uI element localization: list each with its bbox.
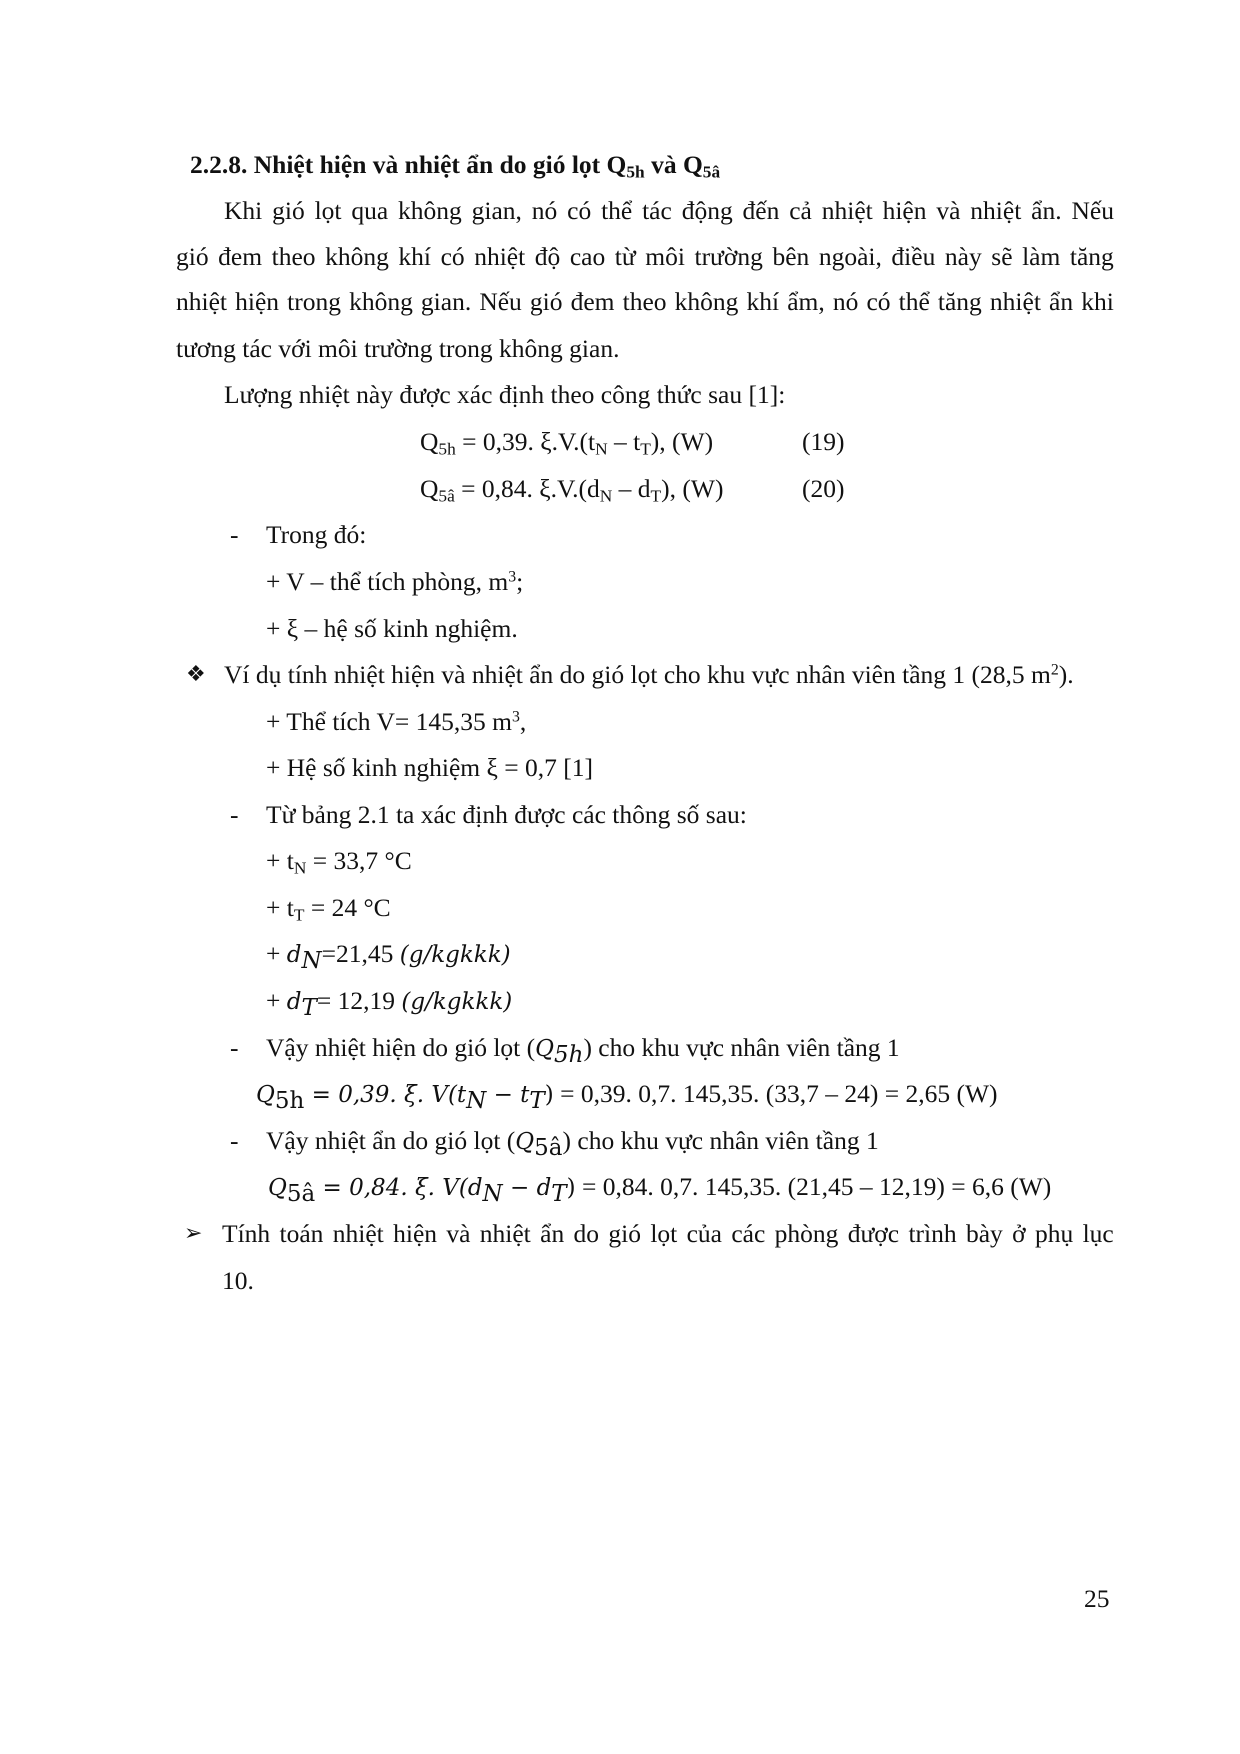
word: lọt xyxy=(650,1219,678,1248)
sensible-eq-sym: = 0,39. ξ. V(t xyxy=(304,1082,467,1108)
word: môi xyxy=(645,242,685,271)
intro-line-4: tương tác với môi trường trong không gian. xyxy=(176,334,620,363)
f20-end: ), (W) xyxy=(661,474,724,503)
sensible-equation xyxy=(256,1077,998,1112)
word: đem xyxy=(218,242,263,271)
sensible-var: Q xyxy=(535,1036,554,1062)
word: không xyxy=(398,196,462,225)
dN-sub: N xyxy=(301,947,322,974)
tT-sub: T xyxy=(293,905,305,925)
sensible-pre: Vậy nhiệt hiện do gió lọt ( xyxy=(266,1033,536,1062)
latent-var: Q xyxy=(515,1129,535,1155)
f19-expr: = 0,39. ξ.V.(t xyxy=(455,427,596,456)
word: hiện xyxy=(235,287,280,316)
sensible-eq-close: ) xyxy=(544,1082,554,1108)
latent-eq-close: ) xyxy=(566,1175,576,1201)
param-dN xyxy=(266,937,511,972)
tT-pre: + t xyxy=(266,893,294,922)
word: qua xyxy=(351,196,389,225)
word: ẩn. xyxy=(1031,196,1062,225)
word: này xyxy=(944,242,982,271)
word: của xyxy=(686,1219,722,1248)
example-title xyxy=(224,658,1074,692)
example-title-text: Ví dụ tính nhiệt hiện và nhiệt ẩn do gió lọt cho khu vực nhân viên tầng 1 (28,5 m xyxy=(224,660,1051,689)
word: ẩn xyxy=(540,1219,565,1248)
diamond-bullet-icon: ❖ xyxy=(186,662,206,687)
volume-text: + Thể tích V= 145,35 m xyxy=(266,707,512,736)
f20-subT: T xyxy=(650,486,662,506)
dN-value: =21,45 xyxy=(321,939,400,968)
word: theo xyxy=(271,242,316,271)
word: được xyxy=(847,1219,900,1248)
word: phụ xyxy=(1034,1219,1074,1248)
param-tT xyxy=(266,891,391,925)
word: các xyxy=(731,1219,766,1248)
word: lọt xyxy=(314,196,342,225)
tN-pre: + t xyxy=(266,846,294,875)
word: đem xyxy=(570,287,615,316)
word: từ xyxy=(614,242,636,271)
sensible-post: ) cho khu vực nhân viên tầng 1 xyxy=(583,1033,900,1062)
f19-q: Q xyxy=(420,427,439,456)
arrow-bullet-icon: ➢ xyxy=(184,1221,203,1246)
word: nhiệt xyxy=(989,287,1041,316)
intro-line-1 xyxy=(224,194,1114,228)
sensible-eq-subT: T xyxy=(529,1087,545,1114)
f20-sub: 5â xyxy=(438,486,455,506)
latent-eq-subN: N xyxy=(482,1180,503,1207)
word: ẩn xyxy=(1049,287,1074,316)
word: hiện xyxy=(882,196,927,225)
where-item-volume xyxy=(266,565,523,599)
word: tăng xyxy=(937,287,982,316)
example-volume xyxy=(266,705,526,739)
word: khí xyxy=(746,287,780,316)
f20-expr: = 0,84. ξ.V.(d xyxy=(454,474,600,503)
word: tăng xyxy=(1069,242,1114,271)
formula-intro: Lượng nhiệt này được xác định theo công thức sau [1]: xyxy=(224,380,786,409)
dT-value: = 12,19 xyxy=(316,986,402,1015)
latent-equation xyxy=(268,1170,1051,1205)
volume-sup: 3 xyxy=(511,708,520,726)
example-title-sup: 2 xyxy=(1050,661,1059,679)
where-item1-post: ; xyxy=(516,567,524,596)
appendix-line-1 xyxy=(222,1217,1114,1251)
sensible-dash: - xyxy=(230,1033,239,1062)
word: động xyxy=(681,196,733,225)
latent-eq-minus: − d xyxy=(502,1175,552,1201)
word: trình xyxy=(908,1219,957,1248)
sensible-eq-subN: N xyxy=(466,1087,487,1114)
f19-end: ), (W) xyxy=(650,427,714,456)
word: ngoài, xyxy=(818,242,882,271)
word: đến xyxy=(742,196,780,225)
where-item-coefficient: + ξ – hệ số kinh nghiệm. xyxy=(266,614,518,643)
latent-sub: 5â xyxy=(534,1134,563,1161)
word: nhiệt xyxy=(176,287,227,316)
word: cả xyxy=(789,196,812,225)
dT-pre: + xyxy=(266,986,287,1015)
word: nhiệt xyxy=(332,1219,384,1248)
latent-eq-lhs: Q xyxy=(268,1175,287,1201)
word: khi xyxy=(1081,287,1114,316)
word: nhiệt xyxy=(479,1219,531,1248)
word: nó xyxy=(832,287,859,316)
word: điều xyxy=(891,242,936,271)
latent-pre: Vậy nhiệt ẩn do gió lọt ( xyxy=(266,1126,516,1155)
where-item1-text: + V – thể tích phòng, m xyxy=(266,567,509,596)
word: không xyxy=(674,287,739,316)
formula-20-number: (20) xyxy=(802,474,845,503)
latent-eq-lhs-sub: 5â xyxy=(286,1180,316,1207)
word: có xyxy=(567,196,592,225)
latent-post: ) cho khu vực nhân viên tầng 1 xyxy=(562,1126,879,1155)
word: phòng xyxy=(774,1219,839,1248)
param-tN xyxy=(266,844,412,878)
f19-sub: 5h xyxy=(438,439,456,459)
dT-sub: T xyxy=(301,994,317,1021)
word: ẩm, xyxy=(787,287,825,316)
word: nhiệt xyxy=(821,196,873,225)
param-dT xyxy=(266,984,512,1019)
word: gió xyxy=(176,242,209,271)
word: gian, xyxy=(471,196,522,225)
word: do xyxy=(573,1219,600,1248)
word: không xyxy=(325,242,389,271)
word: có xyxy=(440,242,465,271)
intro-line-2 xyxy=(176,240,1114,274)
latent-eq-subT: T xyxy=(551,1180,567,1207)
heading-sub-5a: 5â xyxy=(702,162,721,182)
heading-sub-5h: 5h xyxy=(626,162,645,182)
word: nhiệt xyxy=(970,196,1022,225)
latent-label xyxy=(266,1124,879,1159)
word: không xyxy=(349,287,413,316)
word: hiện xyxy=(393,1219,438,1248)
word: sẽ xyxy=(991,242,1013,271)
section-heading xyxy=(190,148,720,182)
where-item1-sup: 3 xyxy=(508,568,517,586)
word: thể xyxy=(898,287,930,316)
word: nhiệt xyxy=(474,242,526,271)
tN-value: = 33,7 °C xyxy=(306,846,412,875)
word: toán xyxy=(279,1219,324,1248)
f19-mid: – t xyxy=(607,427,641,456)
word: gió xyxy=(608,1219,641,1248)
dT-var: d xyxy=(286,989,302,1015)
intro-line-3 xyxy=(176,285,1114,319)
latent-eq-sym: = 0,84. ξ. V(d xyxy=(315,1175,483,1201)
dN-var: d xyxy=(286,942,302,968)
page-number: 25 xyxy=(1084,1584,1110,1613)
word: gió xyxy=(272,196,305,225)
word: Nếu xyxy=(1071,196,1114,225)
latent-eq-numeric: = 0,84. 0,7. 145,35. (21,45 – 12,19) = 6,6 (W) xyxy=(575,1172,1052,1201)
word: gió xyxy=(529,287,563,316)
word: lục xyxy=(1082,1219,1114,1248)
formula-20 xyxy=(420,472,723,506)
f19-subN: N xyxy=(595,439,608,459)
sensible-eq-minus: − t xyxy=(486,1082,530,1108)
table-ref: Từ bảng 2.1 ta xác định được các thông số sau: xyxy=(266,800,747,829)
word: nó xyxy=(531,196,558,225)
example-title-post: ). xyxy=(1058,660,1074,689)
f20-q: Q xyxy=(420,474,439,503)
sensible-eq-numeric: = 0,39. 0,7. 145,35. (33,7 – 24) = 2,65 (W) xyxy=(553,1079,998,1108)
word: và xyxy=(446,1219,471,1248)
formula-19-number: (19) xyxy=(802,427,845,456)
formula-19 xyxy=(420,425,713,459)
word: Khi xyxy=(224,196,263,225)
word: cao xyxy=(569,242,606,271)
word: làm xyxy=(1022,242,1061,271)
tN-sub: N xyxy=(293,858,307,878)
word: trường xyxy=(694,242,763,271)
where-dash: - xyxy=(230,520,239,549)
heading-text: 2.2.8. Nhiệt hiện và nhiệt ẩn do gió lọt Q xyxy=(190,150,627,179)
sensible-eq-lhs: Q xyxy=(256,1082,275,1108)
sensible-eq-lhs-sub: 5h xyxy=(274,1087,305,1114)
heading-mid: và Q xyxy=(644,150,703,179)
volume-post: , xyxy=(519,707,527,736)
word: theo xyxy=(622,287,667,316)
word: Tính xyxy=(222,1219,271,1248)
tT-value: = 24 °C xyxy=(304,893,391,922)
word: gian. xyxy=(420,287,472,316)
word: và xyxy=(936,196,961,225)
appendix-line-2: 10. xyxy=(222,1266,254,1295)
dT-unit: (g/kgkkk) xyxy=(401,989,513,1015)
word: Nếu xyxy=(479,287,522,316)
word: thể xyxy=(601,196,633,225)
f19-subT: T xyxy=(640,439,651,459)
word: độ xyxy=(534,242,561,271)
word: ở xyxy=(1012,1219,1026,1248)
sensible-sub: 5h xyxy=(553,1041,584,1068)
where-label: Trong đó: xyxy=(266,520,367,549)
f20-subN: N xyxy=(599,486,613,506)
word: có xyxy=(866,287,891,316)
word: bên xyxy=(772,242,810,271)
word: trong xyxy=(287,287,341,316)
word: tác xyxy=(642,196,672,225)
sensible-label xyxy=(266,1031,900,1066)
word: bày xyxy=(965,1219,1003,1248)
table-ref-dash: - xyxy=(230,800,239,829)
dN-pre: + xyxy=(266,939,287,968)
f20-mid: – d xyxy=(612,474,651,503)
example-coefficient: + Hệ số kinh nghiệm ξ = 0,7 [1] xyxy=(266,753,593,782)
word: khí xyxy=(398,242,431,271)
latent-dash: - xyxy=(230,1126,239,1155)
dN-unit: (g/kgkkk) xyxy=(399,942,511,968)
